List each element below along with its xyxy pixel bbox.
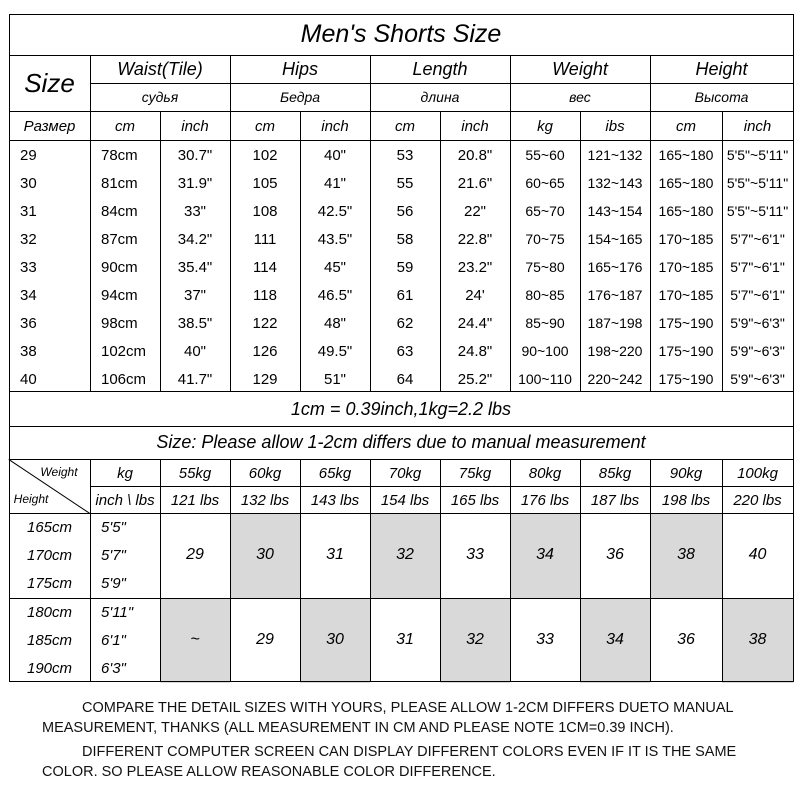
size-cell: 40 — [20, 370, 37, 388]
weight-lbs-6: 187 lbs — [590, 492, 640, 509]
measurement-allowance-note: Size: Please allow 1-2cm differs due to manual measurement — [156, 432, 646, 452]
measure-cell: 53 — [396, 146, 414, 164]
group-subheader-2: Бедра — [279, 89, 321, 105]
size-cell: 36 — [20, 314, 37, 332]
measure-cell: 90~100 — [521, 343, 569, 359]
measure-cell: 46.5" — [317, 286, 353, 304]
measure-cell: 22.8" — [457, 230, 493, 248]
measure-cell: 51" — [323, 370, 346, 388]
unit-header-1: cm — [115, 117, 135, 135]
grid-line — [9, 14, 794, 15]
weight-lbs-7: 198 lbs — [661, 492, 711, 509]
measure-cell: 60~65 — [525, 175, 565, 191]
weight-lbs-2: 143 lbs — [310, 492, 360, 509]
weight-kg-7: 90kg — [669, 465, 703, 482]
grid-line — [300, 111, 301, 392]
grid-line — [300, 459, 301, 682]
matrix-size-cell: 38 — [748, 631, 767, 648]
size-cell: 32 — [20, 230, 37, 248]
measure-cell: 126 — [252, 342, 278, 360]
measure-cell: 34.2" — [177, 230, 213, 248]
grid-line — [722, 111, 723, 392]
grid-line — [9, 513, 794, 514]
matrix-size-cell: 34 — [606, 631, 624, 648]
grid-line — [650, 55, 651, 392]
measure-cell: 118 — [253, 286, 277, 304]
weight-kg-6: 85kg — [598, 465, 632, 482]
group-header-2: Hips — [281, 58, 318, 79]
measure-cell: 143~154 — [587, 203, 643, 219]
grid-line — [9, 14, 10, 682]
corner-height-label: Height — [13, 492, 49, 506]
measure-cell: 21.6" — [457, 174, 493, 192]
weight-kg-0: 55kg — [178, 465, 212, 482]
measure-cell: 25.2" — [457, 370, 493, 388]
measure-cell: 42.5" — [317, 202, 353, 220]
group-header-1: Waist(Tile) — [117, 58, 203, 79]
measure-cell: 80~85 — [525, 287, 565, 303]
measure-cell: 48" — [323, 314, 346, 332]
group-subheader-4: вес — [569, 89, 591, 105]
grid-line — [230, 459, 231, 682]
measure-cell: 78cm — [101, 146, 138, 164]
weight-lbs-8: 220 lbs — [733, 492, 782, 509]
matrix-size-cell: 34 — [536, 546, 554, 563]
size-cell: 34 — [20, 286, 37, 304]
measure-cell: 170~185 — [658, 231, 714, 247]
measure-cell: 108 — [252, 202, 278, 220]
size-cell: 30 — [20, 174, 37, 192]
weight-kg-1: 60kg — [248, 465, 282, 482]
measure-cell: 198~220 — [587, 343, 643, 359]
matrix-size-cell: 33 — [466, 546, 484, 563]
measure-cell: 30.7" — [177, 146, 213, 164]
weight-kg-2: 65kg — [318, 465, 352, 482]
height-cm-3: 180cm — [26, 603, 73, 621]
measure-cell: 63 — [396, 342, 414, 360]
measure-cell: 59 — [396, 258, 414, 276]
measure-cell: 100~110 — [518, 371, 572, 387]
measure-cell: 75~80 — [525, 259, 565, 275]
grid-line — [230, 55, 231, 392]
matrix-size-cell: 36 — [677, 631, 695, 648]
measure-cell: 20.8" — [457, 146, 493, 164]
height-in-3: 5'11" — [101, 603, 134, 621]
height-cm-4: 185cm — [26, 631, 73, 649]
matrix-size-cell: 31 — [326, 546, 344, 563]
matrix-size-cell: 38 — [677, 546, 695, 563]
measure-cell: 165~180 — [658, 147, 714, 163]
matrix-size-cell: 32 — [396, 546, 414, 563]
measure-cell: 24.4" — [457, 314, 493, 332]
measure-cell: 24' — [465, 286, 485, 304]
measure-cell: 81cm — [101, 174, 138, 192]
grid-line — [9, 391, 794, 392]
grid-line — [440, 459, 441, 682]
measure-cell: 175~190 — [658, 315, 714, 331]
weight-lbs-5: 176 lbs — [520, 492, 570, 509]
measure-cell: 23.2" — [457, 258, 493, 276]
grid-line — [160, 459, 161, 682]
measure-cell: 5'9"~6'3" — [730, 371, 785, 387]
measure-cell: 22" — [463, 202, 486, 220]
group-subheader-3: длина — [420, 89, 460, 105]
unit-header-8: ibs — [605, 117, 625, 135]
measure-cell: 65~70 — [525, 203, 565, 219]
measure-cell: 5'7"~6'1" — [730, 231, 785, 247]
matrix-size-cell: 29 — [186, 546, 204, 563]
measure-cell: 43.5" — [317, 230, 353, 248]
measure-cell: 165~180 — [658, 203, 714, 219]
unit-header-10: inch — [743, 117, 772, 135]
measure-cell: 84cm — [101, 202, 138, 220]
measure-cell: 5'5"~5'11" — [726, 147, 789, 163]
inch-lbs-label: inch \ lbs — [95, 492, 155, 509]
measure-cell: 132~143 — [587, 175, 643, 191]
grid-line — [9, 598, 794, 599]
measure-cell: 105 — [252, 174, 278, 192]
weight-lbs-1: 132 lbs — [240, 492, 290, 509]
measure-cell: 220~242 — [587, 371, 643, 387]
unit-header-5: cm — [395, 117, 415, 135]
measure-cell: 170~185 — [658, 259, 714, 275]
measure-cell: 70~75 — [525, 231, 565, 247]
matrix-size-cell: 33 — [536, 631, 554, 648]
grid-line — [722, 459, 723, 682]
measure-cell: 61 — [396, 286, 414, 304]
measure-cell: 122 — [252, 314, 278, 332]
measure-cell: 5'9"~6'3" — [730, 343, 785, 359]
measure-cell: 33" — [183, 202, 206, 220]
measure-cell: 111 — [253, 230, 277, 248]
grid-line — [650, 459, 651, 682]
size-cell: 38 — [20, 342, 37, 360]
height-in-2: 5'9" — [101, 574, 126, 592]
measure-cell: 121~132 — [587, 147, 643, 163]
conversion-note: 1cm = 0.39inch,1kg=2.2 lbs — [290, 398, 512, 419]
matrix-size-cell: 40 — [748, 546, 767, 563]
grid-line — [9, 459, 794, 460]
height-cm-0: 165cm — [26, 518, 73, 536]
size-cell: 31 — [20, 202, 37, 220]
measure-cell: 55 — [396, 174, 414, 192]
matrix-size-cell: 30 — [326, 631, 344, 648]
measure-cell: 38.5" — [177, 314, 213, 332]
footer-note-color: DIFFERENT COMPUTER SCREEN CAN DISPLAY DIFFERENT COLORS EVEN IF IT IS THE SAME COLOR. SO PLEASE ALLOW REASONABLE COLOR DIFFERENCE. — [42, 744, 737, 780]
unit-header-2: inch — [181, 117, 209, 135]
grid-line — [90, 486, 794, 487]
height-in-5: 6'3" — [101, 659, 126, 677]
measure-cell: 90cm — [101, 258, 138, 276]
measure-cell: 187~198 — [587, 315, 643, 331]
grid-line — [370, 55, 371, 392]
size-cell: 29 — [20, 146, 37, 164]
grid-line — [160, 111, 161, 392]
chart-title: Men's Shorts Size — [300, 19, 502, 48]
measure-cell: 106cm — [101, 370, 147, 388]
kg-label: kg — [117, 465, 133, 482]
group-subheader-5: Высота — [694, 89, 749, 105]
height-cm-1: 170cm — [26, 546, 73, 564]
grid-line — [90, 459, 91, 682]
measure-cell: 85~90 — [525, 315, 565, 331]
measure-cell: 49.5" — [317, 342, 353, 360]
measure-cell: 62 — [396, 314, 414, 332]
measure-cell: 5'5"~5'11" — [726, 175, 789, 191]
weight-kg-5: 80kg — [528, 465, 562, 482]
size-cell: 33 — [20, 258, 37, 276]
measure-cell: 41.7" — [177, 370, 213, 388]
grid-line — [440, 111, 441, 392]
measure-cell: 24.8" — [457, 342, 493, 360]
grid-line — [9, 55, 794, 56]
group-subheader-1: судья — [141, 89, 179, 105]
grid-line — [9, 140, 794, 141]
weight-lbs-3: 154 lbs — [380, 492, 430, 509]
measure-cell: 165~176 — [587, 259, 643, 275]
grid-line — [793, 14, 794, 682]
matrix-size-cell: 36 — [606, 546, 624, 563]
matrix-size-cell: 30 — [256, 546, 274, 563]
measure-cell: 154~165 — [587, 231, 643, 247]
height-in-4: 6'1" — [101, 631, 126, 649]
grid-line — [9, 681, 794, 682]
measure-cell: 40" — [323, 146, 346, 164]
unit-header-9: cm — [676, 117, 696, 135]
measure-cell: 175~190 — [658, 371, 714, 387]
unit-header-6: inch — [461, 117, 489, 135]
grid-line — [580, 111, 581, 392]
measure-cell: 87cm — [101, 230, 138, 248]
grid-line — [510, 55, 511, 392]
weight-kg-3: 70kg — [388, 465, 422, 482]
measure-cell: 37" — [183, 286, 206, 304]
measure-cell: 175~190 — [658, 343, 714, 359]
size-header: Size — [24, 67, 75, 98]
unit-header-0: Размер — [23, 117, 76, 135]
grid-line — [9, 111, 794, 112]
weight-kg-4: 75kg — [458, 465, 492, 482]
measure-cell: 5'9"~6'3" — [730, 315, 785, 331]
measure-cell: 64 — [396, 370, 414, 388]
footer-note-measurement: COMPARE THE DETAIL SIZES WITH YOURS, PLEASE ALLOW 1-2CM DIFFERS DUETO MANUAL MEASUREMENT, THANKS (ALL MEASUREMENT IN CM AND PLEASE NOTE 1CM=0.39 INCH). — [42, 700, 734, 736]
grid-line — [370, 459, 371, 682]
unit-header-3: cm — [255, 117, 275, 135]
measure-cell: 102 — [252, 146, 278, 164]
height-cm-5: 190cm — [26, 659, 73, 677]
matrix-size-cell: ~ — [190, 631, 200, 648]
measure-cell: 35.4" — [177, 258, 213, 276]
measure-cell: 129 — [252, 370, 278, 388]
measure-cell: 170~185 — [658, 287, 714, 303]
measure-cell: 55~60 — [525, 147, 565, 163]
matrix-size-cell: 31 — [396, 631, 414, 648]
weight-lbs-4: 165 lbs — [450, 492, 500, 509]
measure-cell: 5'7"~6'1" — [730, 287, 785, 303]
measure-cell: 45" — [323, 258, 346, 276]
group-header-3: Length — [412, 58, 468, 79]
group-header-5: Height — [695, 58, 748, 79]
height-in-0: 5'5" — [101, 518, 126, 536]
measure-cell: 5'5"~5'11" — [726, 203, 789, 219]
group-header-4: Weight — [552, 58, 608, 79]
grid-line — [9, 426, 794, 427]
unit-header-4: inch — [321, 117, 349, 135]
matrix-size-cell: 32 — [466, 631, 484, 648]
measure-cell: 114 — [253, 258, 277, 276]
measure-cell: 40" — [183, 342, 206, 360]
measure-cell: 41" — [323, 174, 346, 192]
measure-cell: 5'7"~6'1" — [730, 259, 785, 275]
grid-line — [580, 459, 581, 682]
measure-cell: 165~180 — [658, 175, 714, 191]
measure-cell: 94cm — [101, 286, 138, 304]
corner-weight-label: Weight — [40, 465, 78, 479]
measure-cell: 56 — [396, 202, 414, 220]
measure-cell: 176~187 — [587, 287, 643, 303]
measure-cell: 98cm — [101, 314, 138, 332]
measure-cell: 58 — [396, 230, 414, 248]
height-in-1: 5'7" — [101, 546, 126, 564]
grid-line — [90, 55, 91, 392]
grid-line — [510, 459, 511, 682]
grid-line — [90, 83, 794, 84]
height-cm-2: 175cm — [26, 574, 73, 592]
weight-kg-8: 100kg — [737, 465, 778, 482]
weight-lbs-0: 121 lbs — [170, 492, 220, 509]
matrix-size-cell: 29 — [256, 631, 274, 648]
unit-header-7: kg — [537, 117, 553, 135]
measure-cell: 31.9" — [177, 174, 213, 192]
measure-cell: 102cm — [101, 342, 147, 360]
